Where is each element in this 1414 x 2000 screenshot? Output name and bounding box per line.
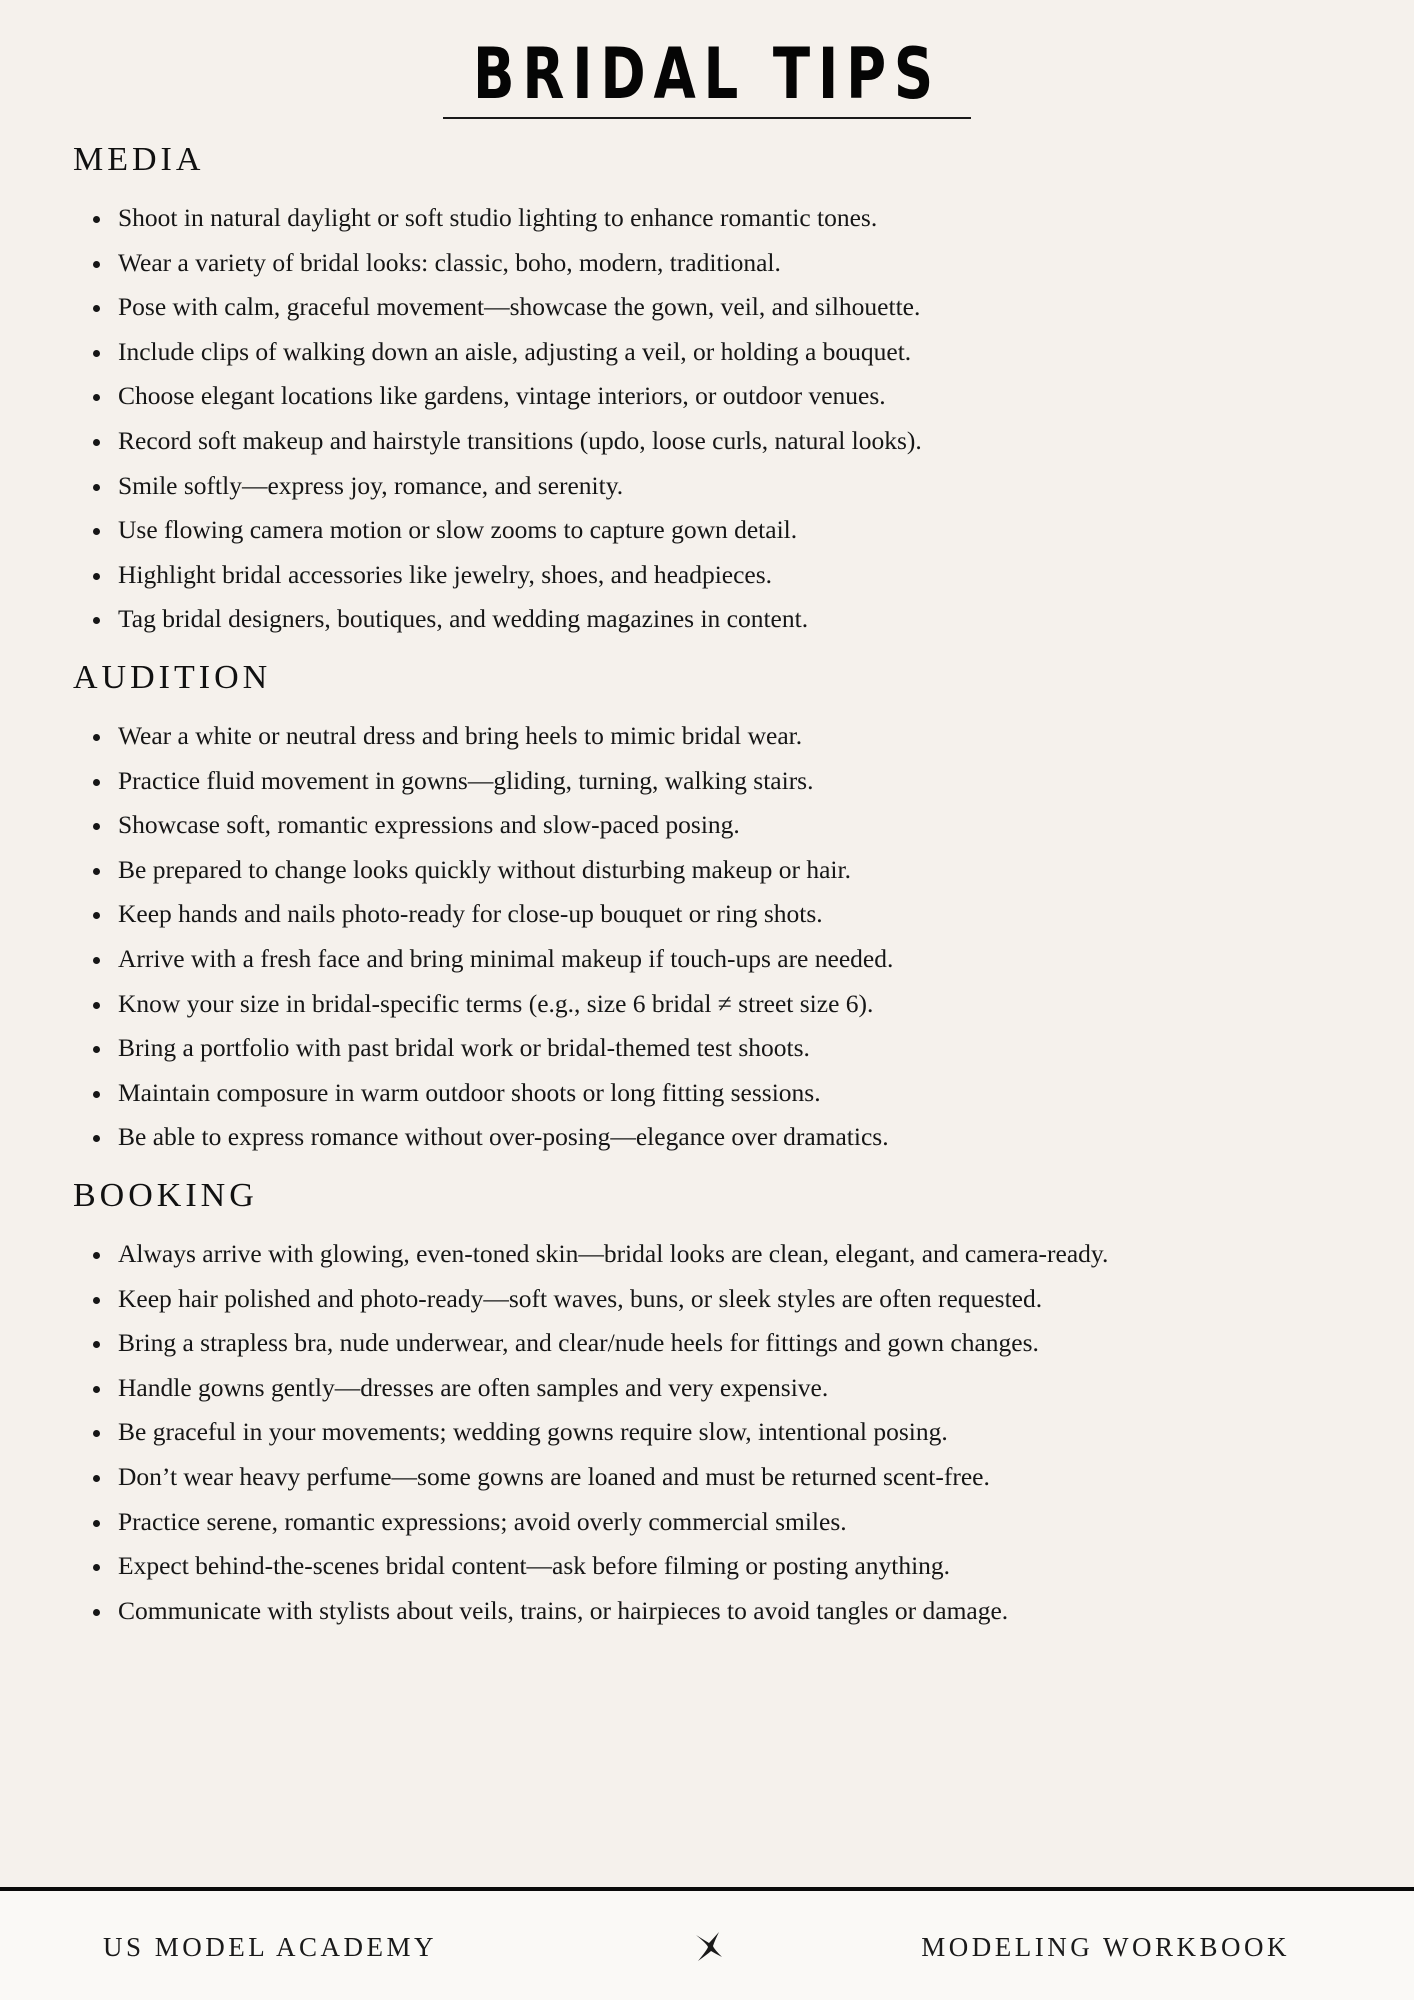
list-item: Practice fluid movement in gowns—gliding, turning, walking stairs. (73, 759, 1313, 804)
list-item: Be graceful in your movements; wedding gowns require slow, intentional posing. (73, 1410, 1313, 1455)
list-item: Smile softly—express joy, romance, and serenity. (73, 464, 1313, 509)
footer-brand: US MODEL ACADEMY (103, 1932, 438, 1962)
media-tips-list (73, 196, 1313, 642)
list-item: Wear a variety of bridal looks: classic, boho, modern, traditional. (73, 241, 1313, 286)
audition-tips-list (73, 714, 1313, 1160)
list-item: Maintain composure in warm outdoor shoots or long fitting sessions. (73, 1071, 1313, 1116)
list-item: Shoot in natural daylight or soft studio lighting to enhance romantic tones. (73, 196, 1313, 241)
page-title: BRIDAL TIPS (472, 33, 942, 115)
list-item: Bring a strapless bra, nude underwear, and clear/nude heels for fittings and gown changes. (73, 1321, 1313, 1366)
list-item: Tag bridal designers, boutiques, and wedding magazines in content. (73, 597, 1313, 642)
list-item: Showcase soft, romantic expressions and slow-paced posing. (73, 803, 1313, 848)
title-underline (443, 117, 971, 119)
list-item: Be prepared to change looks quickly without disturbing makeup or hair. (73, 848, 1313, 893)
footer-workbook-label: MODELING WORKBOOK (921, 1932, 1290, 1962)
footer (0, 1887, 1414, 2000)
section-heading-audition: AUDITION (73, 659, 272, 696)
list-item: Always arrive with glowing, even-toned skin—bridal looks are clean, elegant, and camera-ready. (73, 1232, 1313, 1277)
booking-tips-list (73, 1232, 1313, 1633)
list-item: Choose elegant locations like gardens, vintage interiors, or outdoor venues. (73, 374, 1313, 419)
list-item: Include clips of walking down an aisle, adjusting a veil, or holding a bouquet. (73, 330, 1313, 375)
list-item: Record soft makeup and hairstyle transitions (updo, loose curls, natural looks). (73, 419, 1313, 464)
list-item: Know your size in bridal-specific terms (e.g., size 6 bridal ≠ street size 6). (73, 982, 1313, 1027)
list-item: Use flowing camera motion or slow zooms to capture gown detail. (73, 508, 1313, 553)
list-item: Practice serene, romantic expressions; avoid overly commercial smiles. (73, 1500, 1313, 1545)
list-item: Expect behind-the-scenes bridal content—ask before filming or posting anything. (73, 1544, 1313, 1589)
list-item: Don’t wear heavy perfume—some gowns are loaned and must be returned scent-free. (73, 1455, 1313, 1500)
section-heading-media: MEDIA (73, 141, 205, 178)
list-item: Keep hair polished and photo-ready—soft waves, buns, or sleek styles are often requested. (73, 1277, 1313, 1322)
list-item: Be able to express romance without over-posing—elegance over dramatics. (73, 1115, 1313, 1160)
list-item: Wear a white or neutral dress and bring heels to mimic bridal wear. (73, 714, 1313, 759)
sparkle-icon (692, 1927, 726, 1967)
list-item: Arrive with a fresh face and bring minimal makeup if touch-ups are needed. (73, 937, 1313, 982)
list-item: Bring a portfolio with past bridal work or bridal-themed test shoots. (73, 1026, 1313, 1071)
list-item: Pose with calm, graceful movement—showcase the gown, veil, and silhouette. (73, 285, 1313, 330)
list-item: Handle gowns gently—dresses are often samples and very expensive. (73, 1366, 1313, 1411)
list-item: Highlight bridal accessories like jewelry, shoes, and headpieces. (73, 553, 1313, 598)
section-heading-booking: BOOKING (73, 1177, 258, 1214)
list-item: Keep hands and nails photo-ready for close-up bouquet or ring shots. (73, 892, 1313, 937)
list-item: Communicate with stylists about veils, trains, or hairpieces to avoid tangles or damage. (73, 1589, 1313, 1634)
